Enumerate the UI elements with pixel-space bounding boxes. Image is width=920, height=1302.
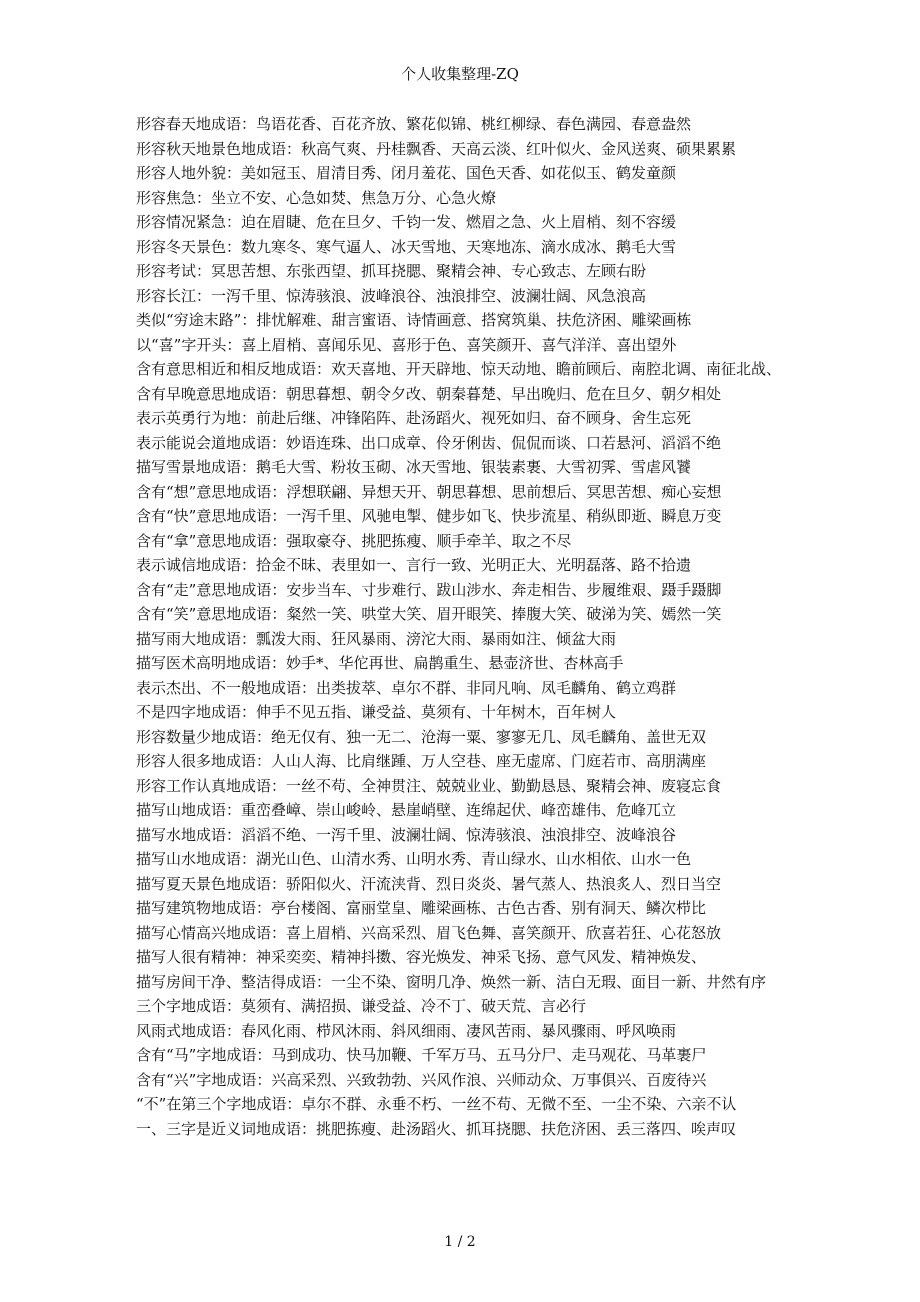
text-line: 含有“兴”字地成语：兴高采烈、兴致勃勃、兴风作浪、兴师动众、万事俱兴、百废待兴 <box>136 1070 707 1089</box>
text-line: 表示英勇行为地：前赴后继、冲锋陷阵、赴汤蹈火、视死如归、奋不顾身、舍生忘死 <box>136 409 692 427</box>
text-line: 描写水地成语：滔滔不绝、一泻千里、波澜壮阔、惊涛骇浪、浊浪排空、波峰浪谷 <box>136 825 677 844</box>
text-line: 含有“马”字地成语：马到成功、快马加鞭、千军万马、五马分尸、走马观花、马革裹尸 <box>136 1046 707 1064</box>
text-line: 形容考试：冥思苦想、东张西望、抓耳挠腮、聚精会神、专心致志、左顾右盼 <box>136 262 647 280</box>
text-line: 风雨式地成语：春风化雨、栉风沐雨、斜风细雨、凄风苦雨、暴风骤雨、呼风唤雨 <box>136 1021 677 1040</box>
text-line: 以“喜”字开头：喜上眉梢、喜闻乐见、喜形于色、喜笑颜开、喜气洋洋、喜出望外 <box>136 335 677 354</box>
text-line: 形容秋天地景色地成语：秋高气爽、丹桂飘香、天高云淡、红叶似火、金风送爽、硕果累累 <box>136 139 737 158</box>
text-line: 含有“走”意思地成语：安步当车、寸步难行、跋山涉水、奔走相告、步履维艰、蹑手蹑脚 <box>136 580 722 599</box>
text-line: 描写医术高明地成语：妙手*、华佗再世、扁鹊重生、悬壶济世、杏林高手 <box>136 654 624 672</box>
text-line: 形容情况紧急：迫在眉睫、危在旦夕、千钧一发、燃眉之急、火上眉梢、刻不容缓 <box>136 213 677 231</box>
text-line: 形容长江：一泻千里、惊涛骇浪、波峰浪谷、浊浪排空、波澜壮阔、风急浪高 <box>136 286 647 305</box>
text-line: 含有意思相近和相反地成语：欢天喜地、开天辟地、惊天动地、瞻前顾后、南腔北调、南征北战、 <box>136 360 782 378</box>
text-line: 描写心情高兴地成语：喜上眉梢、兴高采烈、眉飞色舞、喜笑颜开、欣喜若狂、心花怒放 <box>136 923 722 942</box>
text-line: 描写房间干净、整洁得成语：一尘不染、窗明几净、焕然一新、洁白无瑕、面目一新、井然有序 <box>136 972 767 991</box>
text-line: 含有“笑”意思地成语：粲然一笑、哄堂大笑、眉开眼笑、捧腹大笑、破涕为笑、嫣然一笑 <box>136 605 722 623</box>
text-line: 形容人地外貌：美如冠玉、眉清目秀、闭月羞花、国色天香、如花似玉、鹤发童颜 <box>136 164 677 182</box>
text-line: 形容春天地成语：鸟语花香、百花齐放、繁花似锦、桃红柳绿、春色满园、春意盎然 <box>136 115 692 133</box>
text-line: 描写建筑物地成语：亭台楼阁、富丽堂皇、雕梁画栋、古色古香、别有洞天、鳞次栉比 <box>136 899 707 917</box>
text-line: 形容焦急：坐立不安、心急如焚、焦急万分、心急火燎 <box>136 188 497 207</box>
text-line: 描写夏天景色地成语：骄阳似火、汗流浃背、烈日炎炎、暑气蒸人、热浪炙人、烈日当空 <box>136 874 722 893</box>
text-line: 表示诚信地成语：拾金不昧、表里如一、言行一致、光明正大、光明磊落、路不拾遗 <box>136 556 692 574</box>
text-line: 描写人很有精神：神采奕奕、精神抖擞、容光焕发、神采飞扬、意气风发、精神焕发、 <box>136 948 707 966</box>
text-line: 描写山地成语：重峦叠嶂、崇山峻岭、悬崖峭壁、连绵起伏、峰峦雄伟、危峰兀立 <box>136 801 677 819</box>
text-line: 不是四字地成语：伸手不见五指、谦受益、莫须有、十年树木，百年树人 <box>136 703 617 721</box>
text-line: 类似“穷途末路”：排忧解难、甜言蜜语、诗情画意、搭窝筑巢、扶危济困、雕梁画栋 <box>136 311 692 329</box>
text-line: 描写山水地成语：湖光山色、山清水秀、山明水秀、青山绿水、山水相依、山水一色 <box>136 850 692 868</box>
text-line: 三个字地成语：莫须有、满招损、谦受益、冷不丁、破天荒、言必行 <box>136 997 587 1015</box>
text-line: 形容工作认真地成语：一丝不苟、全神贯注、兢兢业业、勤勤恳恳、聚精会神、废寝忘食 <box>136 776 722 795</box>
text-line: 表示能说会道地成语：妙语连珠、出口成章、伶牙俐齿、侃侃而谈、口若悬河、滔滔不绝 <box>136 433 722 452</box>
text-line: 形容冬天景色：数九寒冬、寒气逼人、冰天雪地、天寒地冻、滴水成冰、鹅毛大雪 <box>136 237 677 256</box>
text-line: “不”在第三个字地成语：卓尔不群、永垂不朽、一丝不苟、无微不至、一尘不染、六亲不认 <box>136 1095 737 1113</box>
page-header: 个人收集整理-ZQ <box>401 65 519 83</box>
text-line: 含有“拿”意思地成语：强取豪夺、挑肥拣瘦、顺手牵羊、取之不尽 <box>136 531 572 550</box>
page-number: 1 / 2 <box>444 1234 476 1250</box>
text-line: 描写雨大地成语：瓢泼大雨、狂风暴雨、滂沱大雨、暴雨如注、倾盆大雨 <box>136 629 617 648</box>
text-line: 表示杰出、不一般地成语：出类拔萃、卓尔不群、非同凡响、凤毛麟角、鹤立鸡群 <box>136 678 677 697</box>
text-line: 形容人很多地成语：人山人海、比肩继踵、万人空巷、座无虚席、门庭若市、高朋满座 <box>136 752 707 770</box>
text-line: 含有早晚意思地成语：朝思暮想、朝令夕改、朝秦暮楚、早出晚归、危在旦夕、朝夕相处 <box>136 384 722 403</box>
text-line: 描写雪景地成语：鹅毛大雪、粉妆玉砌、冰天雪地、银装素裹、大雪初霁、雪虐风饕 <box>136 458 692 476</box>
text-line: 含有“想”意思地成语：浮想联翩、异想天开、朝思暮想、思前想后、冥思苦想、痴心妄想 <box>136 482 722 501</box>
text-line: 一、三字是近义词地成语：挑肥拣瘦、赴汤蹈火、抓耳挠腮、扶危济困、丢三落四、唉声叹 <box>136 1119 737 1138</box>
document-body <box>136 112 788 1141</box>
text-line: 含有“快”意思地成语：一泻千里、风驰电掣、健步如飞、快步流星、稍纵即逝、瞬息万变 <box>136 507 722 525</box>
text-line: 形容数量少地成语：绝无仅有、独一无二、沧海一粟、寥寥无几、凤毛麟角、盖世无双 <box>136 727 707 746</box>
